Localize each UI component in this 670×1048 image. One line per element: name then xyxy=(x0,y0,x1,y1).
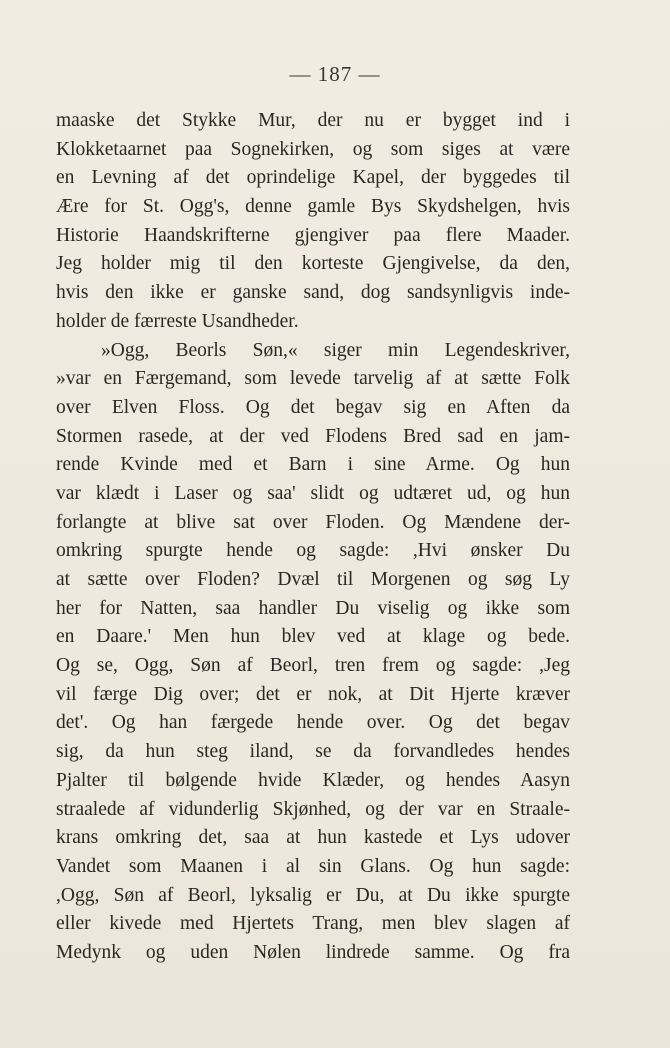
text-line: Jeg holder mig til den korteste Gjengivelse, da den, xyxy=(56,253,570,275)
text-line: Stormen rasede, at der ved Flodens Bred sad en jam- xyxy=(56,425,570,447)
text-line: Klokketaarnet paa Sognekirken, og som siges at være xyxy=(56,138,570,160)
text-line: at sætte over Floden? Dvæl til Morgenen og søg Ly xyxy=(56,569,570,590)
text-line: sig, da hun steg iland, se da forvandledes hendes xyxy=(56,741,570,763)
text-line: her for Natten, saa handler Du viselig og ikke som xyxy=(56,597,570,619)
text-line: rende Kvinde med et Barn i sine Arme. Og hun xyxy=(56,454,570,476)
text-line: omkring spurgte hende og sagde: ,Hvi ønsker Du xyxy=(56,540,570,562)
text-line: ,Ogg, Søn af Beorl, lyksalig er Du, at Du ikke spurgte xyxy=(56,884,570,906)
text-line: »var en Færgemand, som levede tarvelig af at sætte Folk xyxy=(56,368,570,390)
text-line: straalede af vidunderlig Skjønhed, og der var en Straale- xyxy=(56,798,570,820)
text-line: hvis den ikke er ganske sand, dog sandsynligvis inde- xyxy=(56,282,570,304)
text-line: en Daare.' Men hun blev ved at klage og bede. xyxy=(56,626,570,648)
text-line: var klædt i Laser og saa' slidt og udtæret ud, og hun xyxy=(56,482,570,504)
text-line: det'. Og han færgede hende over. Og det begav xyxy=(56,712,570,734)
page-number: — 187 — xyxy=(289,62,381,86)
text-line: over Elven Floss. Og det begav sig en Aften da xyxy=(56,396,570,418)
text-line: Ære for St. Ogg's, denne gamle Bys Skydshelgen, hvis xyxy=(56,196,570,218)
text-line: vil færge Dig over; det er nok, at Dit Hjerte kræver xyxy=(56,683,570,705)
text-line: maaske det Stykke Mur, der nu er bygget ind i xyxy=(56,110,570,131)
text-line: Vandet som Maanen i al sin Glans. Og hun sagde: xyxy=(56,855,570,877)
text-line: Og se, Ogg, Søn af Beorl, tren frem og sagde: ,Jeg xyxy=(56,655,570,677)
text-line: Pjalter til bølgende hvide Klæder, og hendes Aasyn xyxy=(56,769,570,791)
text-line: »Ogg, Beorls Søn,« siger min Legendeskriver, xyxy=(101,339,570,361)
text-line: eller kivede med Hjertets Trang, men blev slagen af xyxy=(56,913,570,935)
text-line: krans omkring det, saa at hun kastede et Lys udover xyxy=(56,827,570,849)
text-line: en Levning af det oprindelige Kapel, der byggedes til xyxy=(56,167,570,189)
text-line: forlangte at blive sat over Floden. Og Mændene der- xyxy=(56,511,570,533)
text-line: Medynk og uden Nølen lindrede samme. Og fra xyxy=(56,941,570,963)
body-text xyxy=(56,107,570,968)
text-line: Historie Haandskrifterne gjengiver paa flere Maader. xyxy=(56,224,570,246)
text-line: holder de færreste Usandheder. xyxy=(56,310,299,332)
